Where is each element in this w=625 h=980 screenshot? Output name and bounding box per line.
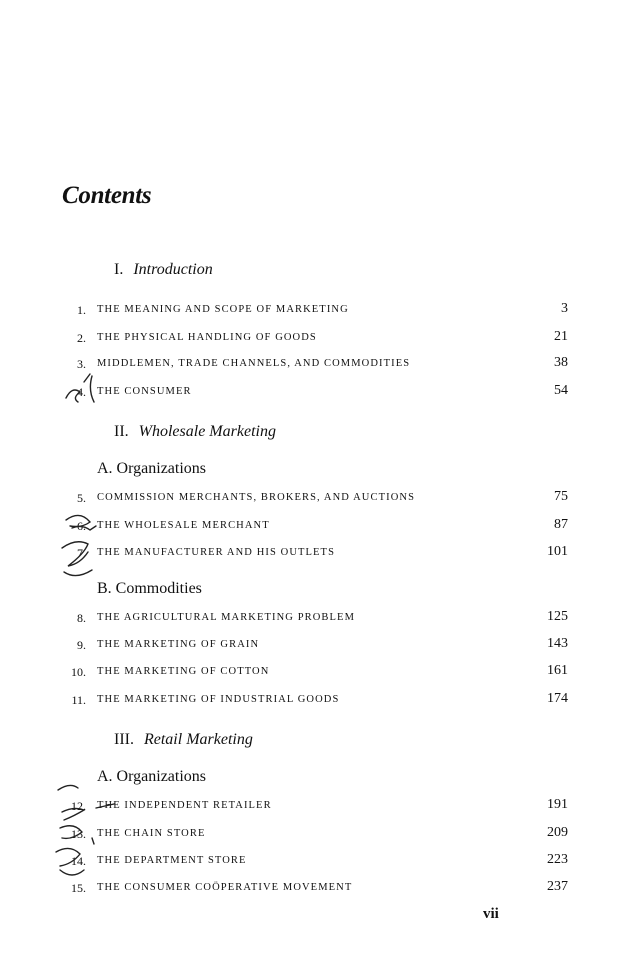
page-number: 223 [547,852,568,867]
chapter-number: 14. [71,854,86,868]
section-heading: A. Organizations [97,460,207,477]
chapter-title: THE WHOLESALE MERCHANT [97,520,270,531]
pen-mark-ch13 [60,826,94,844]
chapter-number: 11. [71,693,86,707]
page-number: 38 [554,355,568,370]
page-number: 125 [547,609,568,624]
chapter-number: 12. [71,799,86,813]
chapter-number: 2. [77,331,86,345]
chapter-number: 9. [77,638,86,652]
chapter-number: 15. [71,881,86,895]
part-name: Wholesale Marketing [138,423,276,440]
chapter-title: MIDDLEMEN, TRADE CHANNELS, AND COMMODITIES [97,358,411,369]
chapter-number: 3. [77,357,86,371]
page-number: 174 [547,691,568,706]
chapter-number: 7. [77,546,86,560]
chapter-title: THE AGRICULTURAL MARKETING PROBLEM [97,612,356,623]
pen-mark-ch7 [62,542,92,576]
pen-mark-ch6 [66,515,96,530]
page-number: 21 [554,329,568,344]
page-number: 161 [547,663,568,678]
chapter-title: COMMISSION MERCHANTS, BROKERS, AND AUCTIONS [97,492,416,503]
part-name: Retail Marketing [143,731,253,748]
chapter-title: THE CONSUMER COÖPERATIVE MOVEMENT [97,882,353,893]
chapter-title: THE MARKETING OF COTTON [97,666,270,677]
chapter-title: THE MARKETING OF INDUSTRIAL GOODS [97,694,340,705]
part-name: Introduction [133,261,213,278]
page-number: 75 [554,489,568,504]
chapter-number: 4. [77,385,86,399]
page-number: 3 [561,301,568,316]
chapter-number: 1. [77,303,86,317]
part-number: II. [114,423,129,440]
page-title: Contents [62,182,152,209]
chapter-number: 5. [77,491,86,505]
chapter-number: 6. [77,519,86,533]
page-number: 143 [547,636,568,651]
chapter-number: 13. [71,827,86,841]
page-number: 209 [547,825,568,840]
chapter-title: THE DEPARTMENT STORE [97,855,247,866]
chapter-title: THE CHAIN STORE [97,828,206,839]
chapter-title: THE CONSUMER [97,386,192,397]
pen-mark-ch4 [66,374,94,402]
chapter-title: THE MEANING AND SCOPE OF MARKETING [97,304,349,315]
page-number: 87 [554,517,568,532]
section-heading: B. Commodities [97,580,202,597]
page-number: 237 [547,879,568,894]
part-number: III. [114,731,134,748]
page-number: 101 [547,544,568,559]
chapter-number: 8. [77,611,86,625]
chapter-title: THE MANUFACTURER AND HIS OUTLETS [97,547,336,558]
chapter-title: THE MARKETING OF GRAIN [97,639,260,650]
section-heading: A. Organizations [97,768,207,785]
chapter-title: THE INDEPENDENT RETAILER [97,800,272,811]
page-number: 191 [547,797,568,812]
pen-mark-ch14 [56,848,84,875]
part-number: I. [114,261,124,278]
chapter-number: 10. [71,665,86,679]
pen-mark-ch12 [58,785,114,820]
page-number: 54 [554,383,568,398]
chapter-title: THE PHYSICAL HANDLING OF GOODS [97,332,317,343]
page-folio: vii [483,906,499,922]
